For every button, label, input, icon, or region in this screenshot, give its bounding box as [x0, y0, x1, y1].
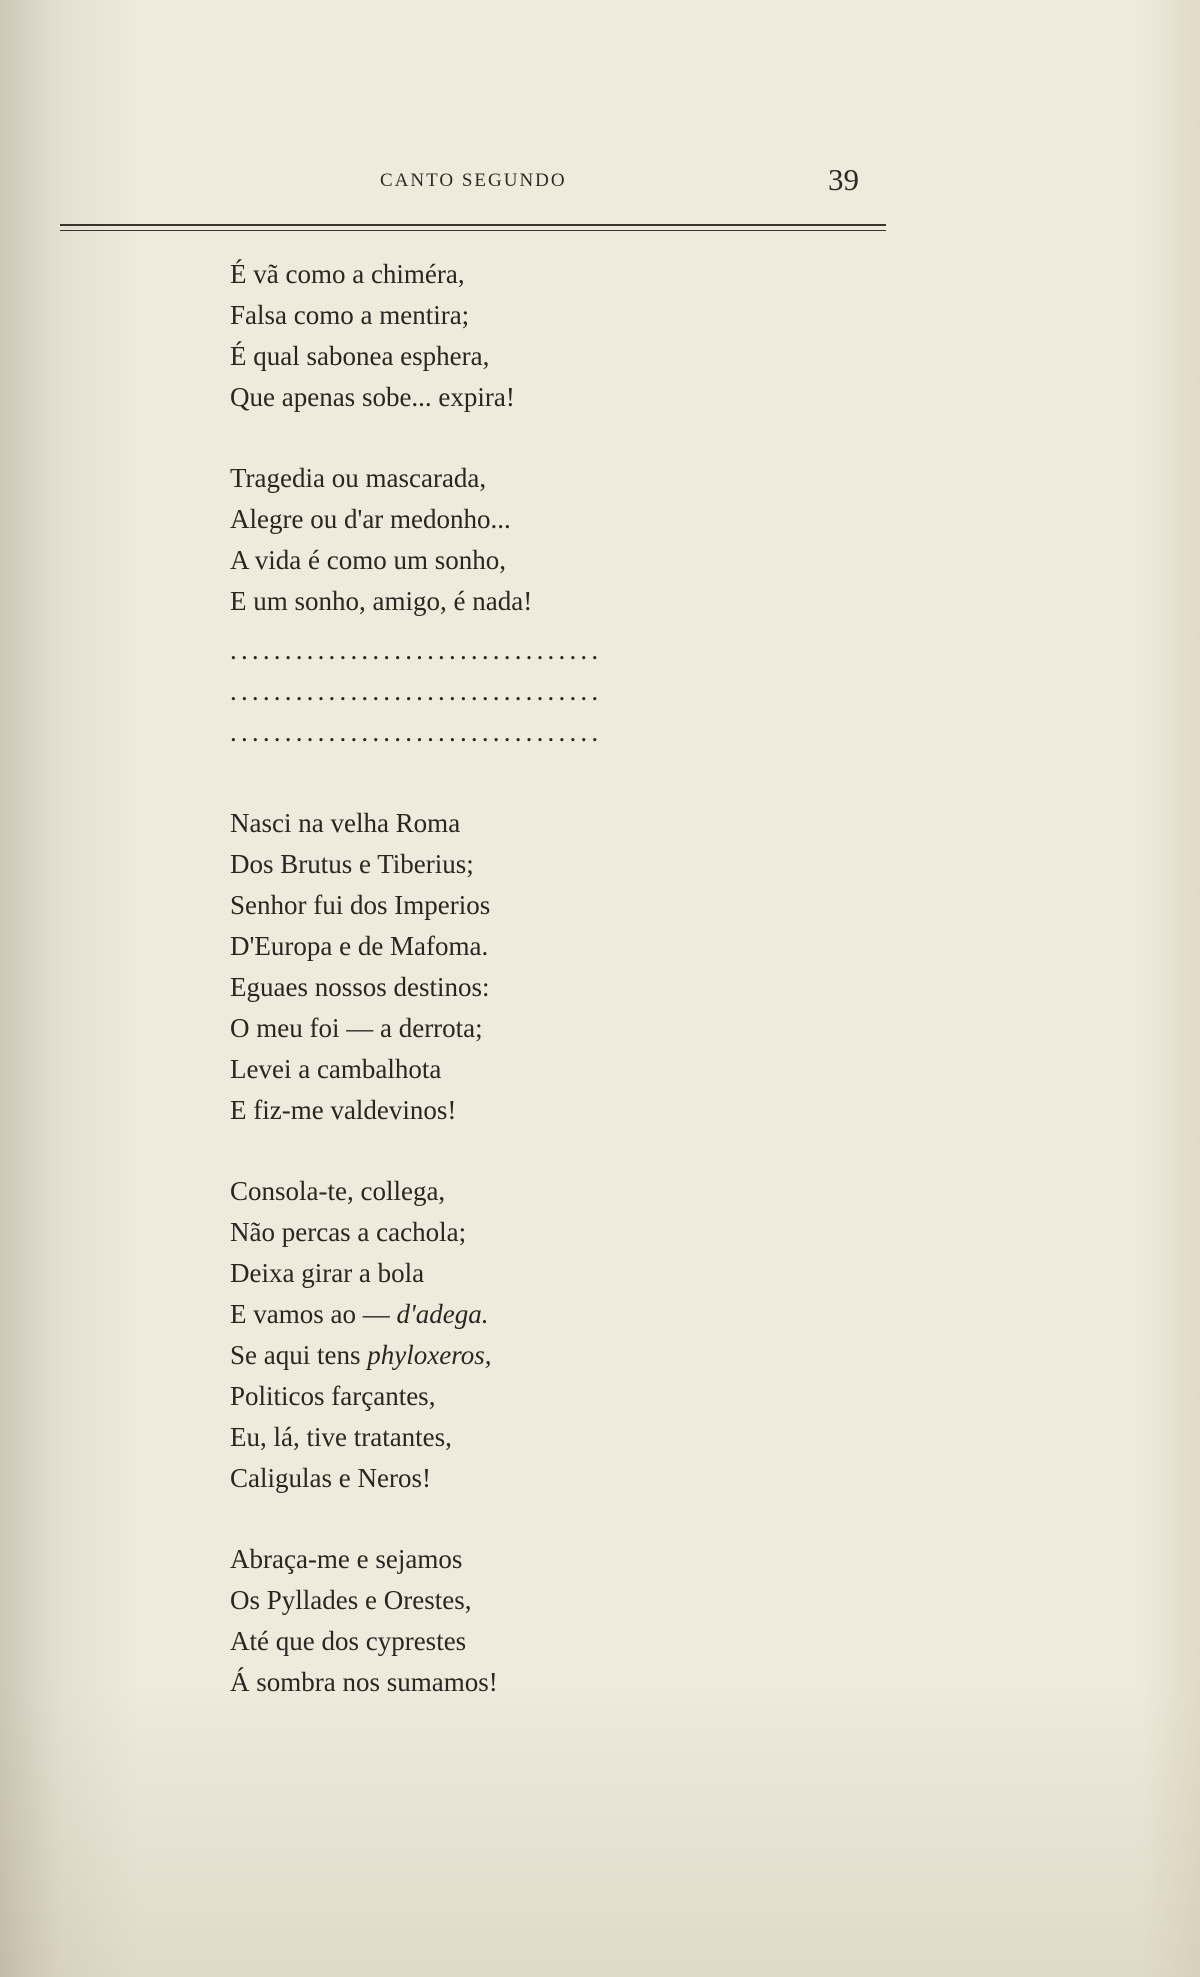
verse-line: Eu, lá, tive tratantes, — [230, 1422, 452, 1452]
verse-line: Dos Brutus e Tiberius; — [230, 849, 474, 879]
running-title: CANTO SEGUNDO — [380, 170, 567, 191]
italic-word: phyloxeros, — [367, 1340, 492, 1370]
verse-line: E fiz-me valdevinos! — [230, 1095, 457, 1125]
verse-line — [230, 1294, 830, 1335]
verse-line: Levei a cambalhota — [230, 1054, 442, 1084]
dot-leader-line: .................................. — [230, 717, 603, 747]
verse-line: Alegre ou d'ar medonho... — [230, 504, 511, 534]
verse-line: Nasci na velha Roma — [230, 808, 461, 838]
dot-leader-line: .................................. — [230, 676, 603, 706]
verse-line: Caligulas e Neros! — [230, 1463, 431, 1493]
verse-line: É qual sabonea esphera, — [230, 341, 490, 371]
verse-line: Senhor fui dos Imperios — [230, 890, 491, 920]
verse-line: Abraça-me e sejamos — [230, 1544, 463, 1574]
verse-line: Tragedia ou mascarada, — [230, 463, 487, 493]
verse-line: Politicos farçantes, — [230, 1381, 436, 1411]
verse-text: Se aqui tens — [230, 1340, 361, 1370]
stanza — [230, 254, 830, 418]
verse-line: Não percas a cachola; — [230, 1217, 467, 1247]
header-rule — [60, 224, 886, 226]
verse-line: Eguaes nossos destinos: — [230, 972, 490, 1002]
verse-line: D'Europa e de Mafoma. — [230, 931, 489, 961]
stanza — [230, 1171, 830, 1499]
verse-line: Até que dos cyprestes — [230, 1626, 467, 1656]
dot-leader-line: .................................. — [230, 635, 603, 665]
verse-line: Deixa girar a bola — [230, 1258, 425, 1288]
italic-word: d'adega. — [396, 1299, 489, 1329]
poem-body — [230, 254, 830, 1743]
verse-line: A vida é como um sonho, — [230, 545, 506, 575]
stanza — [230, 1539, 830, 1703]
verse-line: Á sombra nos sumamos! — [230, 1667, 498, 1697]
page-number: 39 — [828, 162, 859, 197]
verse-line: Consola-te, collega, — [230, 1176, 446, 1206]
verse-line: É vã como a chiméra, — [230, 259, 465, 289]
stanza — [230, 803, 830, 1131]
verse-line: Falsa como a mentira; — [230, 300, 470, 330]
verse-text: E vamos ao — — [230, 1299, 390, 1329]
verse-line — [230, 1335, 830, 1376]
ellipsis-divider — [230, 630, 830, 753]
verse-line: Que apenas sobe... expira! — [230, 382, 515, 412]
verse-line: E um sonho, amigo, é nada! — [230, 586, 533, 616]
verse-line: O meu foi — a derrota; — [230, 1013, 483, 1043]
header-rule-thin — [60, 230, 886, 231]
stanza — [230, 458, 830, 622]
verse-line: Os Pyllades e Orestes, — [230, 1585, 472, 1615]
